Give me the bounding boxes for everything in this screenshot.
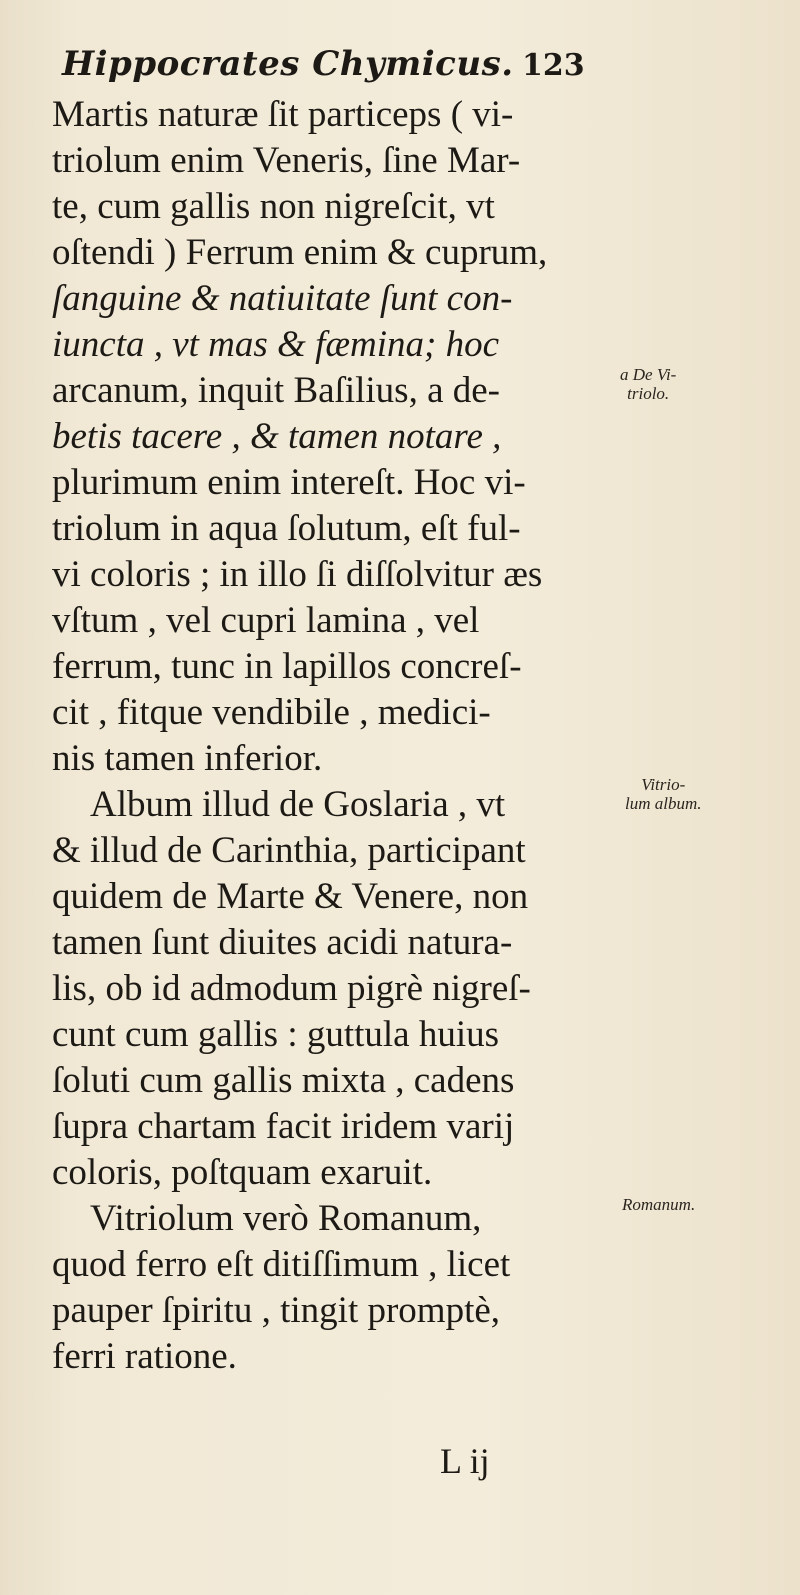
margin-note-line: Vitrio-: [641, 775, 686, 794]
text-line: Martis naturæ ſit particeps ( vi-: [52, 94, 514, 135]
text-line: vſtum , vel cupri lamina , vel: [52, 600, 480, 641]
text-line: Vitriolum verò Romanum,: [90, 1198, 482, 1239]
text-line: & illud de Carinthia, participant: [52, 830, 526, 871]
text-line: cit , fitque vendibile , medici-: [52, 692, 491, 733]
margin-note-line: a De Vi-: [620, 365, 677, 384]
margin-note-line: lum album.: [625, 794, 702, 813]
margin-note-line: triolo.: [627, 384, 670, 403]
text-line: te, cum gallis non nigreſcit, vt: [52, 186, 495, 227]
text-line: triolum enim Veneris, ſine Mar-: [52, 140, 521, 181]
margin-note-line: Romanum.: [622, 1195, 696, 1214]
signature-mark: L ij: [440, 1441, 490, 1481]
text-line: oſtendi ) Ferrum enim & cuprum,: [52, 232, 548, 273]
text-line: pauper ſpiritu , tingit promptè,: [52, 1290, 501, 1331]
text-line: ſupra chartam facit iridem varij: [52, 1106, 515, 1147]
margin-note-vitriolum-album: [625, 775, 702, 813]
text-line: coloris, poſtquam exaruit.: [52, 1152, 433, 1193]
text-line: ſoluti cum gallis mixta , cadens: [52, 1060, 515, 1101]
running-head: Hippocrates Chymicus.: [62, 44, 514, 84]
page-number: 123: [522, 48, 585, 83]
margin-note-de-vitriolo: [620, 365, 676, 403]
text-line: Album illud de Goslaria , vt: [90, 784, 506, 825]
margin-note-romanum: [622, 1195, 695, 1214]
text-line: plurimum enim intereſt. Hoc vi-: [52, 462, 526, 503]
text-line: cunt cum gallis : guttula huius: [52, 1014, 500, 1055]
text-line: lis, ob id admodum pigrè nigreſ-: [52, 968, 531, 1009]
text-line: nis tamen inferior.: [52, 738, 323, 779]
text-line: iuncta , vt mas & fæmina; hoc: [52, 324, 500, 365]
text-line: ſanguine & natiuitate ſunt con-: [52, 278, 513, 319]
text-line: ferrum, tunc in lapillos concreſ-: [52, 646, 522, 687]
text-line: quod ferro eſt ditiſſimum , licet: [52, 1244, 511, 1285]
text-line: ferri ratione.: [52, 1336, 237, 1377]
text-line: tamen ſunt diuites acidi natura-: [52, 922, 513, 963]
text-line: betis tacere , & tamen notare ,: [52, 416, 502, 457]
text-line: triolum in aqua ſolutum, eſt ful-: [52, 508, 521, 549]
text-line: arcanum, inquit Baſilius, a de-: [52, 370, 500, 411]
text-line: vi coloris ; in illo ſi diſſolvitur æs: [52, 554, 543, 595]
text-line: quidem de Marte & Venere, non: [52, 876, 529, 917]
